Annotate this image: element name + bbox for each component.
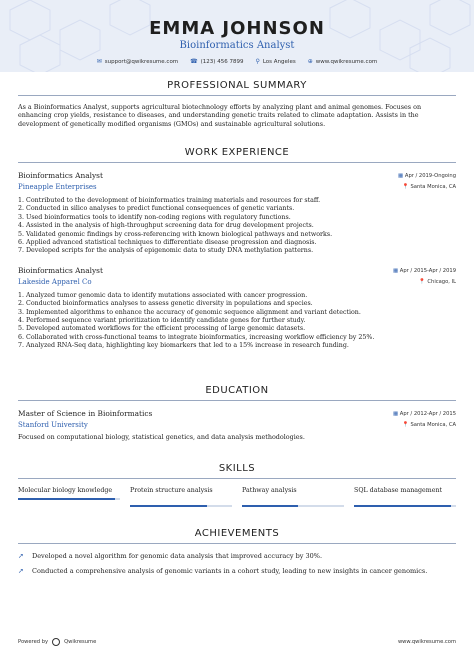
- skill-name: Pathway analysis: [242, 487, 297, 494]
- job-dates: Apr / 2015-Apr / 2019: [399, 267, 456, 274]
- website-text[interactable]: www.qwikresume.com: [315, 58, 378, 65]
- list-item: 5. Validated genomic findings by cross-referencing with known biological pathways and networks.: [18, 230, 333, 238]
- list-item: 3. Used bioinformatics tools to identify non-coding regions with regulatory functions.: [18, 213, 291, 221]
- pin-icon: 📍: [418, 278, 426, 285]
- list-item: 7. Developed scripts for the analysis of epigenomic data to study DNA methylation patterns.: [18, 247, 314, 255]
- calendar-icon: ▦: [398, 173, 404, 179]
- phone-text: (123) 456 7899: [200, 58, 244, 65]
- achievement-text: Conducted a comprehensive analysis of genomic variants in a cohort study, leading to new insights in cancer genomics.: [32, 567, 428, 575]
- qwikresume-logo-icon: [52, 638, 60, 646]
- skills-heading: SKILLS: [218, 463, 256, 474]
- education-dates: Apr / 2012-Apr / 2015: [399, 411, 456, 417]
- location-text: Los Angeles: [262, 58, 296, 65]
- achievements-heading: ACHIEVEMENTS: [194, 528, 280, 539]
- job-bullets: [18, 292, 456, 351]
- skill-level-bar: [354, 505, 456, 507]
- pin-icon: 📍: [401, 422, 409, 428]
- skill-item: [354, 487, 456, 507]
- powered-by-text: Powered by: [18, 639, 49, 645]
- list-item: 4. Assisted in the analysis of high-throughput screening data for drug development projects.: [18, 222, 314, 230]
- skill-name: Molecular biology knowledge: [18, 487, 113, 494]
- job-company: Lakeside Apparel Co: [18, 277, 92, 286]
- skill-name: Protein structure analysis: [130, 487, 213, 494]
- phone-icon: ☎: [190, 58, 198, 65]
- section-divider: [18, 400, 456, 401]
- skill-level-fill: [130, 505, 207, 507]
- achievement-item: [18, 552, 456, 560]
- job-entry: [18, 171, 456, 256]
- list-item: 5. Developed automated workflows for the efficient processing of large genomic datasets.: [18, 325, 306, 333]
- achievements-section: [18, 528, 456, 575]
- list-item: 2. Conducted in silico analyses to predict functional consequences of genetic variants.: [18, 205, 295, 213]
- section-divider: [18, 543, 456, 544]
- list-item: 1. Contributed to the development of bioinformatics training materials and resources for staff.: [18, 197, 321, 204]
- summary-heading: PROFESSIONAL SUMMARY: [167, 80, 307, 91]
- pin-icon: 📍: [401, 184, 409, 190]
- section-divider: [18, 478, 456, 479]
- skill-name: SQL database management: [354, 487, 443, 494]
- email-icon: ✉: [96, 58, 102, 65]
- section-divider: [18, 95, 456, 96]
- skill-item: [242, 487, 344, 507]
- skill-level-bar: [18, 498, 120, 500]
- rocket-icon: ➚: [18, 567, 24, 575]
- footer-website[interactable]: www.qwikresume.com: [397, 639, 456, 645]
- section-divider: [18, 162, 456, 163]
- achievement-text: Developed a novel algorithm for genomic data analysis that improved accuracy by 30%.: [32, 552, 323, 560]
- footer: [18, 638, 456, 646]
- skill-item: [130, 487, 232, 507]
- job-title: Bioinformatics Analyst: [18, 265, 103, 275]
- list-item: 6. Applied advanced statistical techniques to differentiate disease progression and diagnosis.: [18, 239, 317, 247]
- education-location: Santa Monica, CA: [410, 422, 456, 428]
- experience-heading: WORK EXPERIENCE: [184, 147, 290, 158]
- list-item: 6. Collaborated with cross-functional teams to integrate bioinformatics, increasing workflow efficiency by 25%.: [18, 333, 375, 341]
- school-name: Stanford University: [18, 421, 88, 429]
- education-description: Focused on computational biology, statistical genetics, and data analysis methodologies.: [18, 433, 305, 441]
- list-item: 3. Implemented algorithms to enhance the accuracy of genomic sequence alignment and variant detection.: [18, 308, 361, 316]
- job-bullets: [18, 197, 456, 256]
- skill-level-bar: [242, 505, 344, 507]
- list-item: 1. Analyzed tumor genomic data to identify mutations associated with cancer progression.: [18, 291, 308, 299]
- job-meta: [398, 171, 456, 193]
- education-section: [18, 385, 456, 441]
- rocket-icon: ➚: [18, 552, 24, 560]
- email-text[interactable]: support@qwikresume.com: [104, 58, 179, 65]
- job-location: Chicago, IL: [427, 278, 456, 285]
- globe-icon: ⊕: [307, 58, 313, 65]
- contact-row: [0, 58, 474, 65]
- brand-text[interactable]: Qwikresume: [64, 639, 97, 645]
- job-dates: Apr / 2019-Ongoing: [404, 173, 456, 179]
- candidate-title: Bioinformatics Analyst: [179, 40, 295, 51]
- achievement-item: [18, 567, 456, 575]
- education-entry: [18, 409, 456, 441]
- calendar-icon: ▦: [392, 267, 399, 274]
- list-item: 4. Performed sequence variant prioritization to identify candidate genes for further study.: [18, 317, 306, 325]
- calendar-icon: ▦: [392, 411, 399, 417]
- education-meta: [393, 409, 456, 431]
- education-heading: EDUCATION: [205, 385, 269, 396]
- skills-section: [18, 463, 456, 507]
- candidate-name: EMMA JOHNSON: [149, 18, 325, 39]
- experience-section: [18, 147, 456, 351]
- footer-brand: [18, 638, 96, 646]
- summary-section: [18, 80, 456, 128]
- list-item: 2. Conducted bioinformatics analyses to assess genetic diversity in populations and species.: [18, 300, 313, 308]
- skill-level-bar: [130, 505, 232, 507]
- job-entry: [18, 266, 456, 351]
- skill-item: [18, 487, 120, 507]
- skill-level-fill: [18, 498, 115, 500]
- skill-level-fill: [242, 505, 298, 507]
- location-pin-icon: ⚲: [255, 58, 260, 65]
- skills-list: [18, 487, 456, 507]
- list-item: 7. Analyzed RNA-Seq data, highlighting key biomarkers that led to a 15% increase in research funding.: [18, 342, 349, 350]
- job-location: Santa Monica, CA: [410, 184, 456, 190]
- degree-title: Master of Science in Bioinformatics: [18, 409, 153, 418]
- skill-level-fill: [354, 505, 451, 507]
- header-banner: [0, 0, 474, 72]
- job-meta: [393, 266, 456, 288]
- summary-text: As a Bioinformatics Analyst, supports agricultural biotechnology efforts by analyzing plant and animal genomes. Focuses on enhancing crop yields, resistance to diseases, and understanding genetic traits related to climate adaptation. Assists in the development of genetically modified organisms (GMOs) and sustainable agricultural solutions.: [18, 103, 422, 128]
- job-company: Pineapple Enterprises: [18, 183, 97, 191]
- job-title: Bioinformatics Analyst: [18, 171, 103, 180]
